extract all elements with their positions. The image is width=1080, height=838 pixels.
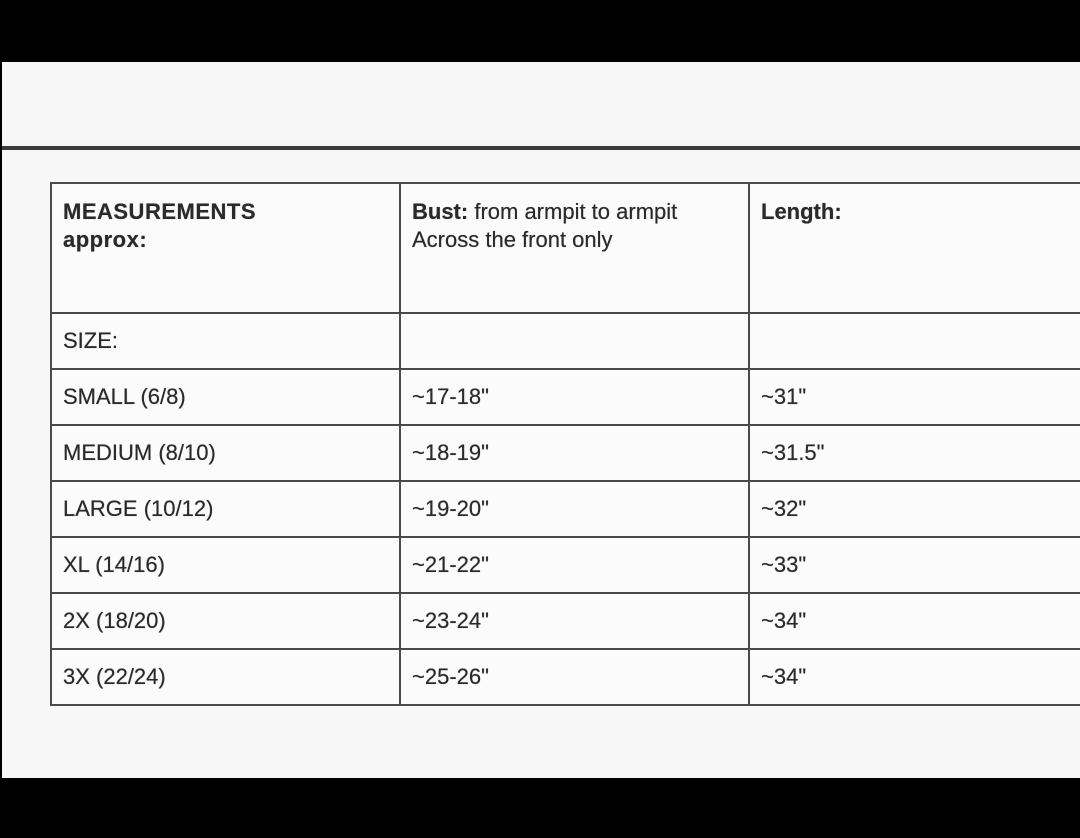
header-measurements-cell xyxy=(51,183,400,313)
bust-cell: ~19-20" xyxy=(400,481,749,537)
size-cell: SMALL (6/8) xyxy=(51,369,400,425)
header-bust-cell xyxy=(400,183,749,313)
bust-cell: ~25-26" xyxy=(400,649,749,705)
size-cell: XL (14/16) xyxy=(51,537,400,593)
size-cell: 3X (22/24) xyxy=(51,649,400,705)
length-cell: ~31.5" xyxy=(749,425,1080,481)
bust-cell: ~23-24" xyxy=(400,593,749,649)
table-row xyxy=(51,425,1080,481)
bust-cell: ~17-18" xyxy=(400,369,749,425)
size-chart-table xyxy=(50,182,1080,706)
empty-cell xyxy=(400,313,749,369)
empty-cell xyxy=(749,313,1080,369)
length-cell: ~32" xyxy=(749,481,1080,537)
size-label-cell: SIZE: xyxy=(51,313,400,369)
bust-cell: ~18-19" xyxy=(400,425,749,481)
table-row xyxy=(51,593,1080,649)
bust-cell: ~21-22" xyxy=(400,537,749,593)
size-cell: 2X (18/20) xyxy=(51,593,400,649)
header-length-label: Length: xyxy=(761,199,842,224)
header-approx-label: approx: xyxy=(63,227,148,252)
length-cell: ~34" xyxy=(749,649,1080,705)
table-row-size-label xyxy=(51,313,1080,369)
length-cell: ~34" xyxy=(749,593,1080,649)
header-bust-label: Bust: xyxy=(412,199,469,224)
size-cell: LARGE (10/12) xyxy=(51,481,400,537)
length-cell: ~33" xyxy=(749,537,1080,593)
horizontal-rule xyxy=(2,146,1080,150)
table-row xyxy=(51,537,1080,593)
length-cell: ~31" xyxy=(749,369,1080,425)
header-bust-line1 xyxy=(412,198,748,226)
table-header-row xyxy=(51,183,1080,313)
header-length-cell xyxy=(749,183,1080,313)
table-row xyxy=(51,481,1080,537)
document-page xyxy=(2,62,1080,778)
header-measurements-label: MEASUREMENTS xyxy=(63,199,257,224)
header-bust-description: from armpit to armpit xyxy=(468,199,678,224)
size-cell: MEDIUM (8/10) xyxy=(51,425,400,481)
header-bust-line2: Across the front only xyxy=(412,227,613,252)
table-row xyxy=(51,649,1080,705)
table-row xyxy=(51,369,1080,425)
